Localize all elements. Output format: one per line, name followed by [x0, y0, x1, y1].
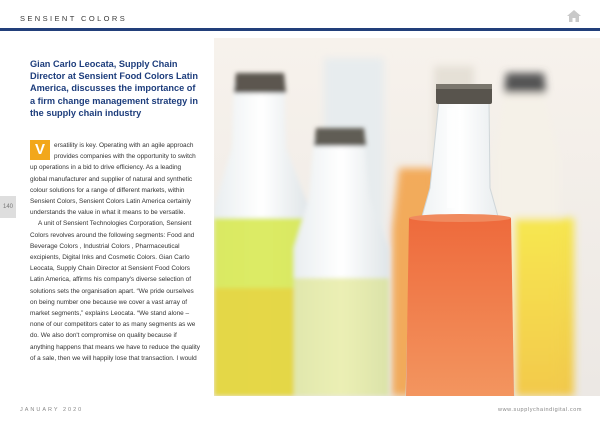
- paragraph-2: A unit of Sensient Technologies Corporation, Sensient Colors revolves around the following segments: Food and Beverage Colors , Industrial Colors , Pharmaceutical excipients, Digital Inks and Cosmetic Colors. Gian Carlo Leocata, Supply Chain Director at Sensient Food Colors Latin America, affirms his company's diverse selection of solutions sets the organisation apart. “We pride ourselves on being number one because we cover a vast array of market segments,” explains Leocata. “We stand alone – none of our competitors cater to as many segments as we do. We also don't compromise on quality because if anything happens that means we have to reduce the quality of a sale, then we will happily lose that transaction. I would: [30, 220, 200, 362]
- footer-website-link[interactable]: www.supplychaindigital.com: [498, 407, 583, 413]
- article-standfirst: Gian Carlo Leocata, Supply Chain Director at Sensient Food Colors Latin America, discusses the importance of a firm change management strategy in the supply chain industry: [30, 59, 198, 118]
- paragraph-1: ersatility is key. Operating with an agile approach provides companies with the opportunity to switch up operations in a bid to drive efficiency. As a leading global manufacturer and supplier of natural and synthetic colour solutions for a range of different markets, within Sensient Colors, Sensient Colors Latin America certainly understands the value in what it means to be versatile.: [30, 142, 196, 217]
- article-body: [30, 140, 200, 364]
- drop-cap: V: [30, 140, 50, 160]
- magazine-section-label: SENSIENT COLORS: [20, 14, 128, 23]
- page-number-left: 140: [0, 196, 16, 218]
- bottles-photo: [214, 38, 600, 396]
- header-rule: [0, 28, 600, 31]
- home-icon[interactable]: [566, 9, 582, 23]
- footer-date: JANUARY 2020: [20, 407, 84, 413]
